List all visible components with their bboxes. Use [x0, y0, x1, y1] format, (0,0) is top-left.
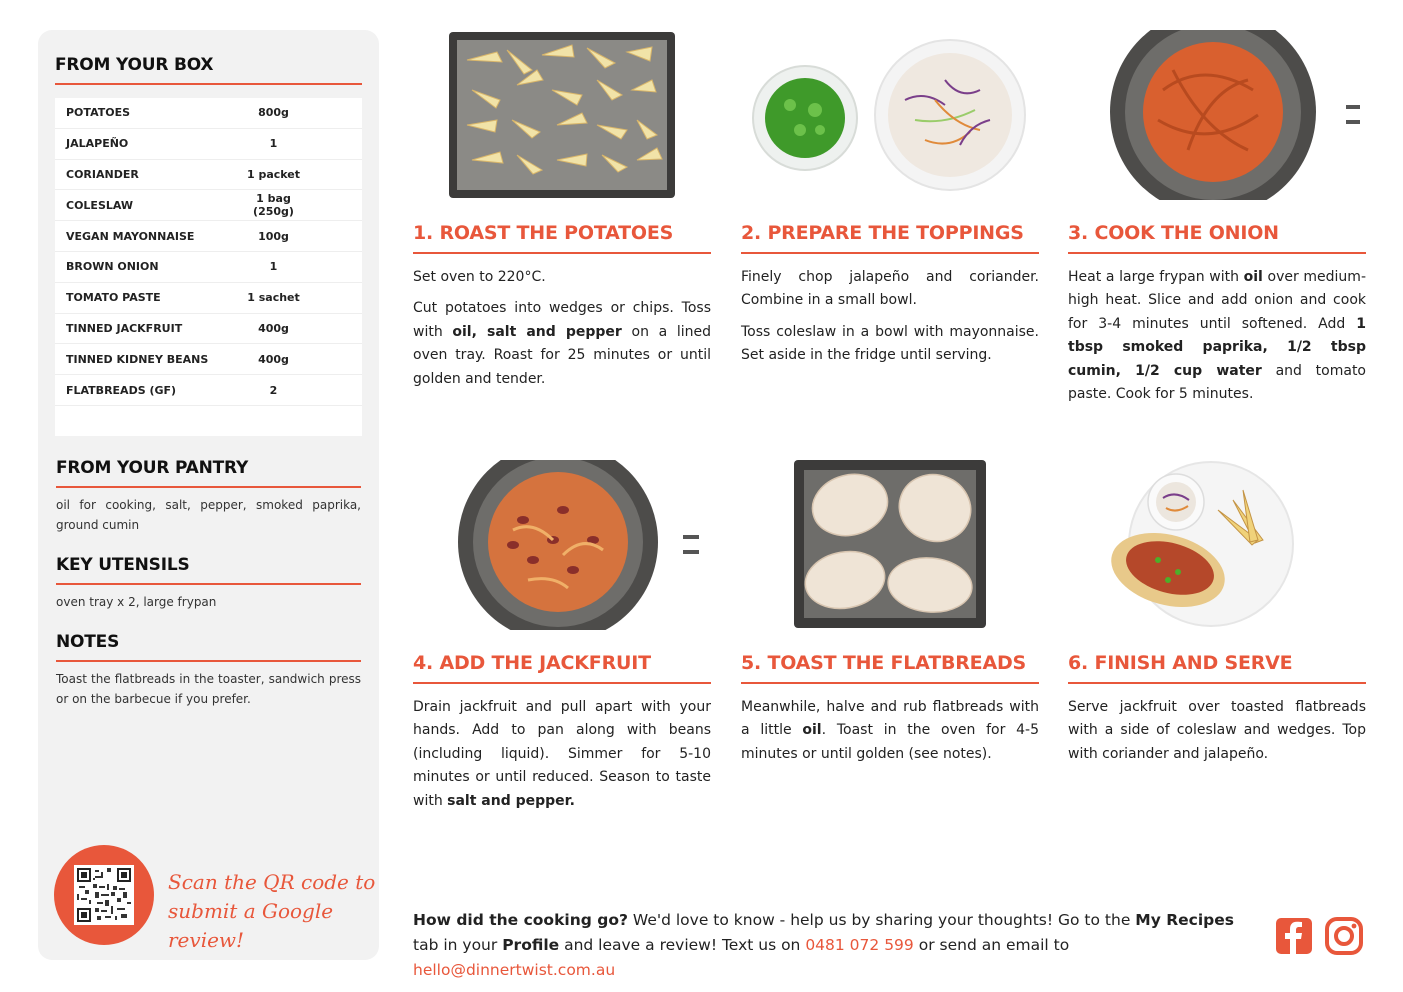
text: We'd love to know - help us by sharing your thoughts! Go to the [627, 911, 1136, 929]
qr-caption-line: Scan the QR code to [168, 870, 376, 894]
bold-text: oil, salt and pepper [452, 323, 622, 340]
pantry-section [56, 458, 361, 535]
bold-text: oil [802, 722, 822, 739]
instruction-text [413, 696, 711, 813]
email-link[interactable]: hello@dinnertwist.com.au [413, 961, 616, 979]
step-title: 4. ADD THE JACKFRUIT [413, 652, 651, 674]
ingredient-row [55, 344, 362, 375]
text: over medium-high heat. Slice and add onion and cook for 3-4 minutes until softened. Add [1068, 269, 1366, 332]
text: and tomato paste. Cook for 5 minutes. [1068, 362, 1366, 403]
ingredient-name: FLATBREADS (GF) [66, 383, 177, 397]
ingredient-quantity: 1 sachet [247, 291, 300, 305]
phone-link[interactable]: 0481 072 599 [805, 936, 914, 954]
ingredient-quantity: 400g [258, 321, 289, 335]
step-title: 1. ROAST THE POTATOES [413, 222, 674, 244]
divider [413, 252, 711, 254]
step-instructions [413, 266, 711, 399]
ingredient-row [55, 252, 362, 283]
ingredient-name: TINNED JACKFRUIT [66, 321, 183, 335]
text: or send an email to [913, 936, 1070, 954]
step-instructions [741, 696, 1039, 774]
bold-text: oil [1243, 269, 1263, 285]
text: Drain jackfruit and pull apart with your hands. Add to pan along with beans (including liquid). Simmer for 5-10 minutes or until reduced. Season to taste with [413, 699, 711, 809]
divider [1068, 682, 1366, 684]
facebook-icon[interactable] [1276, 917, 1314, 955]
instruction-text: Toss coleslaw in a bowl with mayonnaise. Set aside in the fridge until serving. [741, 323, 1039, 364]
divider [413, 682, 711, 684]
notes-section [56, 632, 361, 709]
divider [56, 486, 361, 488]
step-title: 5. TOAST THE FLATBREADS [741, 652, 1027, 674]
instruction-text [1068, 266, 1366, 406]
ingredient-row [55, 129, 362, 160]
bold-text: salt and pepper. [447, 792, 575, 809]
divider [1068, 252, 1366, 254]
instruction-text: Set oven to 220°C. [413, 269, 546, 285]
text: Meanwhile, halve and rub flatbreads with a little [741, 699, 1039, 739]
divider [56, 583, 361, 585]
divider [55, 83, 362, 85]
step-instructions [1068, 266, 1366, 414]
text: . Toast in the oven for 4-5 minutes or until golden (see notes). [741, 722, 1039, 762]
instruction-text: Finely chop jalapeño and coriander. Combine in a small bowl. [741, 269, 1039, 309]
ingredient-quantity: 400g [258, 352, 289, 366]
ingredient-quantity: 1 [269, 137, 278, 151]
step-title: 3. COOK THE ONION [1068, 222, 1279, 244]
divider [741, 252, 1039, 254]
step-instructions [741, 266, 1039, 376]
prepare-toppings-image [741, 30, 1039, 200]
instruction-text [741, 696, 1039, 766]
qr-badge[interactable] [54, 845, 154, 945]
ingredient-row [55, 314, 362, 345]
utensils-text: oven tray x 2, large frypan [56, 595, 217, 609]
ingredient-row [55, 98, 362, 129]
step-instructions [1068, 696, 1366, 774]
step-instructions [413, 696, 711, 821]
sidebar [38, 30, 379, 960]
text: on a lined oven tray. Roast for 25 minutes or until golden and tender. [413, 323, 712, 387]
section-title: FROM YOUR PANTRY [56, 458, 249, 478]
ingredient-quantity: 1 [269, 260, 278, 274]
instagram-icon[interactable] [1325, 917, 1363, 955]
instruction-text: Serve jackfruit over toasted flatbreads with a side of coleslaw and wedges. Top with coriander and jalapeño. [1068, 699, 1366, 762]
section-title: KEY UTENSILS [56, 555, 190, 575]
ingredient-name: JALAPEÑO [66, 137, 129, 151]
section-title: FROM YOUR BOX [55, 55, 214, 75]
text: Cut potatoes into wedges or chips. Toss with [413, 300, 711, 340]
utensils-section [56, 555, 361, 612]
text: Heat a large frypan with [1068, 269, 1244, 285]
toast-flatbreads-image [741, 460, 1039, 630]
ingredient-quantity: 1 bag (250g) [253, 192, 294, 219]
ingredient-quantity: 2 [269, 383, 278, 397]
review-footer [413, 908, 1263, 983]
ingredients-table [55, 98, 362, 436]
qr-caption [168, 868, 379, 955]
qr-caption-line: submit a Google review! [168, 899, 334, 952]
ingredient-name: TINNED KIDNEY BEANS [66, 352, 209, 366]
add-jackfruit-image [413, 460, 711, 630]
ingredient-name: VEGAN MAYONNAISE [66, 229, 195, 243]
ingredient-row [55, 221, 362, 252]
footer-question: How did the cooking go? [413, 911, 628, 929]
divider [741, 682, 1039, 684]
text: and leave a review! Text us on [559, 936, 806, 954]
ingredient-name: CORIANDER [66, 167, 139, 181]
section-title: NOTES [56, 632, 120, 652]
ingredient-name: BROWN ONION [66, 260, 159, 274]
ingredient-name: POTATOES [66, 106, 131, 120]
notes-text: Toast the flatbreads in the toaster, sandwich press or on the barbecue if you prefer. [56, 672, 361, 706]
qr-code-icon[interactable] [74, 865, 134, 925]
ingredient-quantity: 100g [258, 229, 289, 243]
bold-text: My Recipes [1135, 911, 1234, 929]
ingredient-row [55, 160, 362, 191]
bold-text: Profile [502, 936, 560, 954]
ingredient-row [55, 283, 362, 314]
step-title: 6. FINISH AND SERVE [1068, 652, 1293, 674]
text: tab in your [413, 936, 503, 954]
ingredient-quantity: 1 packet [246, 167, 301, 181]
bold-text: 1 tbsp smoked paprika, 1/2 tbsp cumin, 1/2 cup water [1068, 315, 1366, 379]
instruction-text [413, 297, 711, 391]
ingredient-row [55, 375, 362, 406]
step-title: 2. PREPARE THE TOPPINGS [741, 222, 1024, 244]
finish-serve-image [1068, 460, 1366, 630]
roast-potatoes-image [413, 30, 711, 200]
from-your-box-header [55, 55, 362, 85]
divider [56, 660, 361, 662]
pantry-text: oil for cooking, salt, pepper, smoked paprika, ground cumin [56, 498, 361, 532]
ingredient-name: TOMATO PASTE [66, 291, 161, 305]
ingredient-name: COLESLAW [66, 198, 134, 212]
ingredient-row [55, 190, 362, 221]
cook-onion-image [1068, 30, 1366, 200]
ingredient-quantity: 800g [258, 106, 289, 120]
